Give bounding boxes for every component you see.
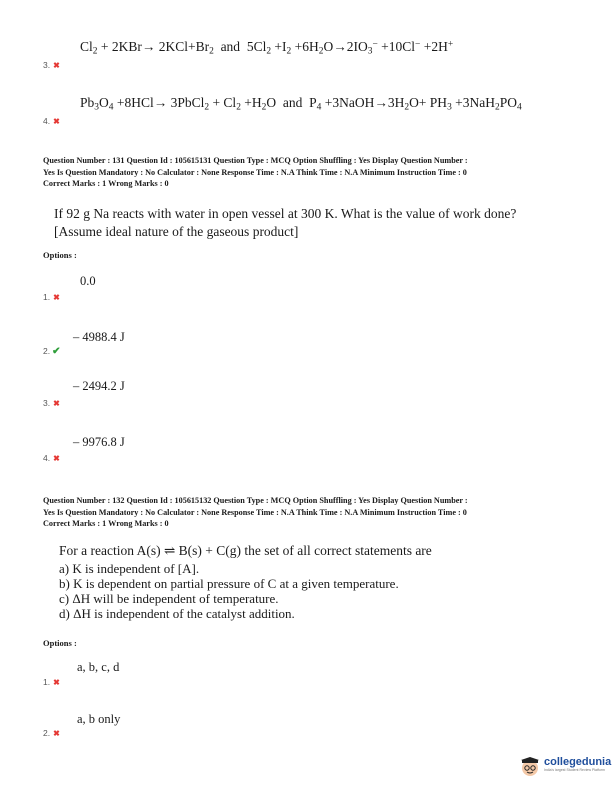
equation-joiner: and: [220, 39, 241, 54]
question-text-line: [Assume ideal nature of the gaseous product]: [54, 224, 299, 239]
option-number[interactable]: [43, 728, 60, 738]
option-number-label: 2.: [43, 346, 51, 356]
option-number-label: 3.: [43, 60, 51, 70]
equation-option-3: [80, 39, 453, 55]
question-132-intro: For a reaction A(s) ⇌ B(s) + C(g) the set of all correct statements are: [59, 543, 432, 558]
option-number[interactable]: [43, 346, 60, 357]
wrong-mark-icon: ✖: [53, 293, 60, 302]
question-text-line: If 92 g Na reacts with water in open vessel at 300 K. What is the value of work done?: [54, 206, 517, 221]
meta-line: Yes Is Question Mandatory : No Calculator : None Response Time : N.A Think Time : N.A Minimum Instruction Time : 0: [43, 167, 467, 177]
wrong-mark-icon: ✖: [53, 454, 60, 463]
wrong-mark-icon: ✖: [53, 729, 60, 738]
wrong-mark-icon: ✖: [53, 678, 60, 687]
option-number-label: 3.: [43, 398, 51, 408]
wrong-mark-icon: ✖: [53, 117, 60, 126]
options-label: Options :: [43, 250, 77, 260]
equation-option-4-part-a: $Pb_3O_4 +8HCl\to$ 3PbCl$_2$ + $Cl_2 +H_2O$: [80, 95, 277, 113]
wrong-mark-icon: ✖: [53, 61, 60, 70]
correct-check-icon: ✔: [52, 346, 61, 357]
option-text: a, b, c, d: [77, 660, 120, 674]
option-number-label: 4.: [43, 453, 51, 463]
logo-tagline: India's largest Student Review Platform: [544, 768, 605, 772]
option-number[interactable]: [43, 453, 60, 463]
mascot-icon: [519, 756, 541, 778]
option-text: 0.0: [80, 274, 96, 288]
question-131-text: [54, 205, 516, 241]
meta-line: Question Number : 131 Question Id : 105615131 Question Type : MCQ Option Shuffling : Yes Display Question Number :: [43, 156, 468, 165]
option-text: a, b only: [77, 712, 121, 726]
option-text: – 9976.8 J: [73, 435, 125, 449]
equation-option-3-part-b: $5Cl_2 +I_2 +6H_2O\to 2IO_3^- +10Cl^- +2H^+$: [246, 39, 454, 57]
statement-item: a) K is independent of [A].: [59, 561, 200, 576]
option-number[interactable]: [43, 677, 60, 687]
options-label: Options :: [43, 638, 77, 648]
equation-option-3-part-a: $Cl_2 + 2KBr\to 2KCl+Br_2$: [80, 39, 214, 57]
question-132-meta: [43, 495, 468, 530]
meta-line: Yes Is Question Mandatory : No Calculator : None Response Time : N.A Think Time : N.A Minimum Instruction Time : 0: [43, 507, 467, 517]
option-number[interactable]: [43, 292, 60, 302]
option-number[interactable]: [43, 116, 60, 126]
option-number-label: 1.: [43, 677, 51, 687]
option-number[interactable]: [43, 398, 60, 408]
option-text: – 4988.4 J: [73, 330, 125, 344]
statement-item: b) K is dependent on partial pressure of C at a given temperature.: [59, 576, 399, 591]
question-131-meta: [43, 155, 468, 190]
meta-line: Question Number : 132 Question Id : 105615132 Question Type : MCQ Option Shuffling : Yes Display Question Number :: [43, 496, 468, 505]
equation-joiner: and: [282, 95, 303, 110]
equation-option-4: [80, 95, 522, 111]
question-132-statements: [59, 561, 399, 621]
equation-option-4-part-b: $P_4$ $+3NaOH\to 3H_2O+ PH_3 +3NaH_2PO_4$: [309, 95, 522, 113]
option-number-label: 2.: [43, 728, 51, 738]
option-number-label: 1.: [43, 292, 51, 302]
option-number-label: 4.: [43, 116, 51, 126]
statement-item: c) ΔH will be independent of temperature.: [59, 591, 279, 606]
option-text: – 2494.2 J: [73, 379, 125, 393]
collegedunia-logo: [519, 756, 611, 778]
option-number[interactable]: [43, 60, 60, 70]
meta-line: Correct Marks : 1 Wrong Marks : 0: [43, 519, 169, 528]
meta-line: Correct Marks : 1 Wrong Marks : 0: [43, 179, 169, 188]
logo-name: collegedunia: [544, 756, 612, 768]
wrong-mark-icon: ✖: [53, 399, 60, 408]
statement-item: d) ΔH is independent of the catalyst addition.: [59, 606, 295, 621]
